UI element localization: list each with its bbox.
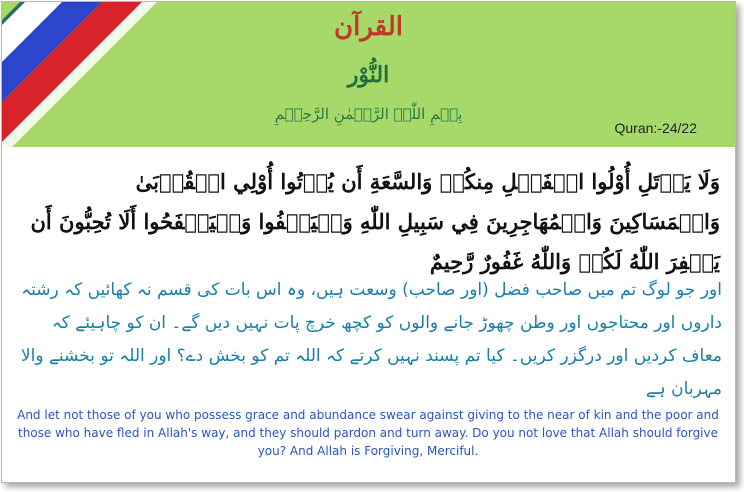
header-banner — [2, 2, 735, 147]
english-translation: And let not those of you who possess grace and abundance swear against giving to the near of kin and the poor and those who have fled in Allah's way, and they should pardon and turn away. Do you not love that Allah should forgive you? And Allah is Forgiving, Merciful. — [17, 408, 719, 458]
surah-name: النُّوْر — [347, 62, 390, 88]
urdu-translation: اور جو لوگ تم میں صاحب فضل (اور صاحب) وسعت ہیں، وہ اس بات کی قسم نہ کھائیں کہ رشتہ داروں اور محتاجوں اور وطن چھوڑ جانے والوں کو کچھ خرچ پات نہیں دیں گے۔ ان کو چاہیئے کہ معاف کردیں اور درگزر کریں۔ کیا تم پسند نہیں کرتے کہ اللہ تم کو بخش دے؟ اور اللہ تو بخشنے والا مہربان ہے — [20, 280, 722, 399]
bismillah-text: بِسۡمِ اللّٰہِ الرَّحۡمٰنِ الرَّحِیۡمِ — [274, 105, 463, 123]
arabic-verse-text: وَلَا يَأۡتَلِ أُوْلُوا الۡفَضۡلِ مِنكُمۡ وَالسَّعَةِ أَن يُؤۡتُوا أُوْلِي الۡقُرۡبَىٰ وَالۡمَسَاكِينَ وَالۡمُهَاجِرِينَ فِي سَبِيلِ اللّٰهِ وَلۡيَعۡفُوا وَلۡيَصۡفَحُوا أَلَا تُحِبُّونَ أَن يَغۡفِرَ اللّٰهُ لَكُمۡ وَاللّٰهُ غَفُورٌ رَّحِيمٌ — [30, 169, 720, 274]
page-title: القرآن — [334, 12, 403, 42]
verse-reference: Quran:-24/22 — [614, 120, 697, 136]
verse-card — [1, 1, 736, 483]
